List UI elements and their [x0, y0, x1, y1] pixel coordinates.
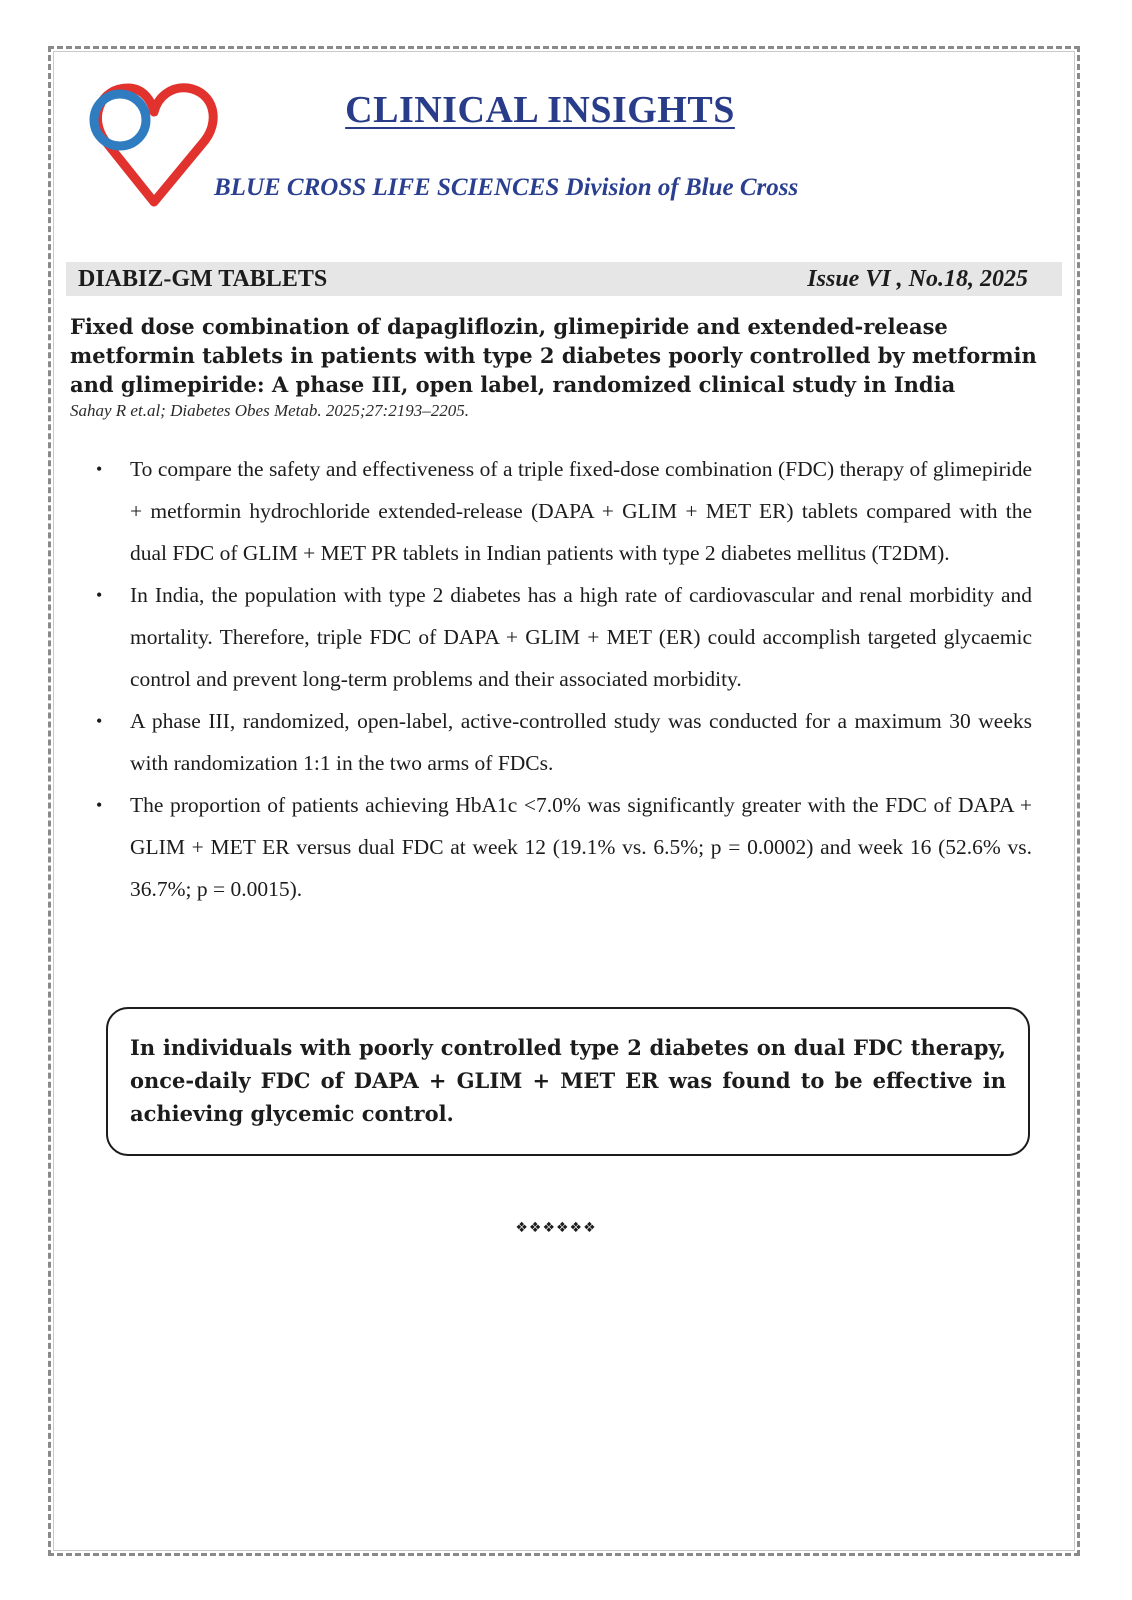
bullet-text: The proportion of patients achieving HbA1c <7.0% was significantly greater with the FDC of DAPA + GLIM + MET ER versus dual FDC at week 12 (19.1% vs. 6.5%; p = 0.0002) and week 16 (52.6% vs. 36.7%; p = 0.0015). — [130, 793, 1032, 901]
product-name: DIABIZ-GM TABLETS — [78, 266, 328, 292]
bullet-icon: • — [96, 795, 103, 815]
issue-number: Issue VI , No.18, 2025 — [807, 266, 1028, 292]
issue-bar — [66, 262, 1062, 296]
bullet-text: To compare the safety and effectiveness of a triple fixed-dose combination (FDC) therapy of glimepiride + metformin hydrochloride extended-release (DAPA + GLIM + MET ER) tablets compared with the dual FDC of GLIM + MET PR tablets in Indian patients with type 2 diabetes mellitus (T2DM). — [130, 457, 1032, 565]
list-item — [92, 574, 1032, 700]
conclusion-text: In individuals with poorly controlled type 2 diabetes on dual FDC therapy, once-daily FDC of DAPA + GLIM + MET ER was found to be effective in achieving glycemic control. — [130, 1035, 1006, 1126]
bullet-icon: • — [96, 459, 103, 479]
key-points-list — [92, 448, 1032, 910]
article-title: Fixed dose combination of dapagliflozin, glimepiride and extended-release metformin tablets in patients with type 2 diabetes poorly controlled by metformin and glimepiride: A phase III, open label, randomized clinical study in India — [70, 314, 1037, 397]
masthead-subtitle: BLUE CROSS LIFE SCIENCES Division of Blue Cross — [214, 174, 799, 201]
bullet-text: In India, the population with type 2 diabetes has a high rate of cardiovascular and renal morbidity and mortality. Therefore, triple FDC of DAPA + GLIM + MET (ER) could accomplish targeted glycaemic control and prevent long-term problems and their associated morbidity. — [130, 583, 1032, 691]
bullet-icon: • — [96, 711, 103, 731]
conclusion-box — [106, 1007, 1030, 1156]
masthead-title: CLINICAL INSIGHTS — [345, 89, 735, 131]
article-citation: Sahay R et.al; Diabetes Obes Metab. 2025;27:2193–2205. — [70, 401, 469, 420]
section-end-ornament: ❖❖❖❖❖❖ — [515, 1220, 597, 1236]
bullet-icon: • — [96, 585, 103, 605]
list-item — [92, 448, 1032, 574]
bullet-text: A phase III, randomized, open-label, active-controlled study was conducted for a maximum 30 weeks with randomization 1:1 in the two arms of FDCs. — [130, 709, 1032, 775]
heart-ring-logo — [84, 80, 224, 214]
list-item — [92, 784, 1032, 910]
list-item — [92, 700, 1032, 784]
